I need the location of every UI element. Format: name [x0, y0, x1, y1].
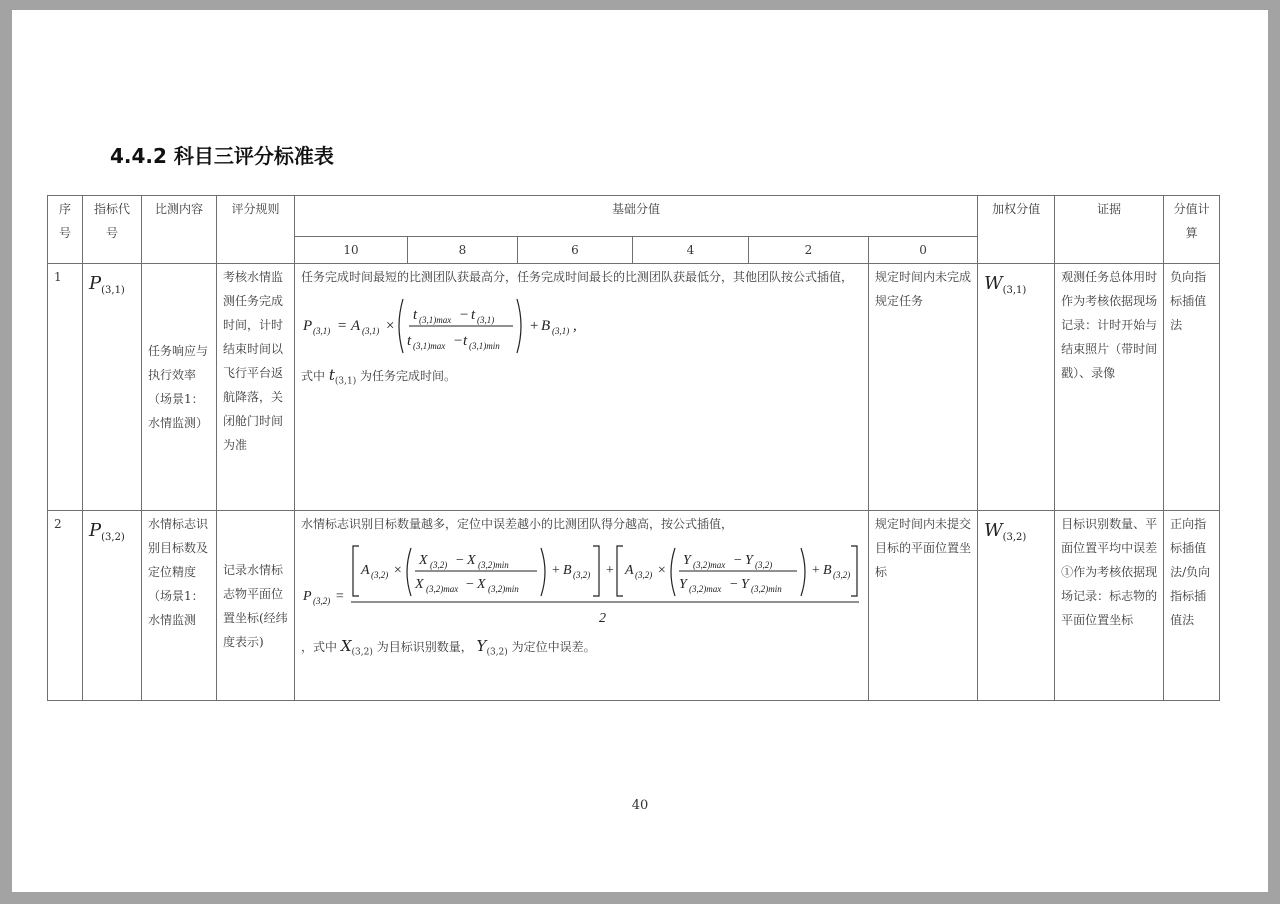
row2-evidence: 目标识别数量、平面位置平均中误差①作为考核依据现场记录：标志物的平面位置坐标	[1055, 511, 1164, 701]
score-4: 4	[633, 237, 749, 264]
svg-text:(3,2)max: (3,2)max	[426, 584, 459, 594]
header-content: 比测内容	[142, 196, 217, 264]
svg-text:(3,1)max: (3,1)max	[413, 341, 446, 351]
svg-text:=: =	[337, 318, 348, 334]
svg-text:(3,2): (3,2)	[313, 596, 331, 606]
svg-text:(3,1): (3,1)	[552, 326, 570, 336]
svg-text:+: +	[811, 563, 821, 578]
svg-text:+: +	[551, 563, 561, 578]
document-page	[12, 10, 1268, 892]
svg-text:A: A	[361, 563, 370, 578]
svg-text:,: ,	[573, 318, 577, 334]
row1-seq: 1	[48, 264, 83, 511]
svg-text:X: X	[477, 577, 486, 592]
header-code: 指标代号	[83, 196, 142, 264]
row1-rule: 考核水情监测任务完成时间，计时结束时间以飞行平台返航降落，关闭舱门时间为准	[217, 264, 295, 511]
svg-text:(3,2)max: (3,2)max	[689, 584, 722, 594]
svg-text:=: =	[335, 589, 345, 604]
svg-text:+: +	[605, 563, 615, 578]
svg-text:−: −	[465, 577, 475, 592]
svg-text:(3,2): (3,2)	[371, 570, 389, 580]
header-row	[48, 196, 1220, 237]
svg-text:(3,1): (3,1)	[313, 326, 331, 336]
page-number: 40	[631, 798, 649, 813]
row2-weight: $W_{(3,2)}$	[978, 511, 1055, 701]
svg-text:(3,2)min: (3,2)min	[478, 560, 509, 570]
svg-text:Y: Y	[683, 553, 691, 568]
row2-seq: 2	[48, 511, 83, 701]
row2-rule: 记录水情标志物平面位置坐标(经纬度表示)	[217, 511, 295, 701]
score-2: 2	[749, 237, 869, 264]
svg-text:(3,1)min: (3,1)min	[469, 341, 500, 351]
svg-text:+: +	[529, 318, 540, 334]
svg-text:t: t	[463, 333, 468, 349]
svg-text:Y: Y	[679, 577, 687, 592]
svg-text:X: X	[419, 553, 428, 568]
svg-text:A: A	[625, 563, 634, 578]
svg-text:−: −	[459, 307, 470, 323]
svg-text:−: −	[733, 553, 743, 568]
row2-content: 水情标志识别目标数及定位精度（场景1：水情监测	[142, 511, 217, 701]
score-0: 0	[869, 237, 978, 264]
row1-content: 任务响应与执行效率（场景1：水情监测）	[142, 264, 217, 511]
svg-text:X: X	[415, 577, 424, 592]
row1-weight: $W_{(3,1)}$	[978, 264, 1055, 511]
svg-text:P: P	[303, 589, 312, 604]
svg-text:A: A	[351, 318, 361, 334]
svg-text:×: ×	[385, 318, 396, 334]
header-weight: 加权分值	[978, 196, 1055, 264]
row1-zero-condition: 规定时间内未完成规定任务	[869, 264, 978, 511]
header-base-score: 基础分值	[295, 196, 978, 237]
svg-text:t: t	[413, 307, 418, 323]
section-title: 4.4.2 科目三评分标准表	[110, 144, 334, 168]
row1-evidence: 观测任务总体用时作为考核依据现场记录：计时开始与结束照片（带时间戳）、录像	[1055, 264, 1164, 511]
svg-text:−: −	[455, 553, 465, 568]
row2-formula-cell	[295, 511, 869, 701]
svg-text:×: ×	[393, 563, 403, 578]
row2-calc: 正向指标插值法/负向指标插值法	[1164, 511, 1220, 701]
svg-text:(3,2): (3,2)	[755, 560, 773, 570]
score-8: 8	[408, 237, 518, 264]
svg-text:−: −	[453, 333, 464, 349]
svg-text:X: X	[467, 553, 476, 568]
svg-text:(3,1): (3,1)	[477, 315, 495, 325]
row1-formula	[301, 295, 862, 357]
row1-description: 任务完成时间最短的比测团队获最高分，任务完成时间最长的比测团队获最低分，其他团队按公式插值，	[301, 270, 854, 284]
svg-text:−: −	[729, 577, 739, 592]
svg-text:B: B	[541, 318, 551, 334]
svg-text:(3,2)max: (3,2)max	[693, 560, 726, 570]
svg-text:t: t	[407, 333, 412, 349]
header-calc: 分值计算	[1164, 196, 1220, 264]
svg-text:Y: Y	[745, 553, 753, 568]
row2-description: 水情标志识别目标数量越多，定位中误差越小的比测团队得分越高，按公式插值，	[301, 517, 734, 531]
svg-text:P: P	[303, 318, 313, 334]
score-6: 6	[518, 237, 633, 264]
svg-text:(3,2)min: (3,2)min	[751, 584, 782, 594]
table-row	[48, 511, 1220, 701]
row1-calc: 负向指标插值法	[1164, 264, 1220, 511]
svg-text:(3,2): (3,2)	[430, 560, 448, 570]
svg-text:×: ×	[657, 563, 667, 578]
svg-text:2: 2	[599, 611, 606, 626]
row2-code: $P_{(3,2)}$	[83, 511, 142, 701]
svg-text:B: B	[563, 563, 572, 578]
svg-text:Y: Y	[741, 577, 749, 592]
scoring-table	[47, 195, 1220, 701]
score-10: 10	[295, 237, 408, 264]
svg-text:(3,1)max: (3,1)max	[419, 315, 452, 325]
header-seq: 序号	[48, 196, 83, 264]
svg-text:B: B	[823, 563, 832, 578]
svg-text:t: t	[471, 307, 476, 323]
svg-text:(3,2)min: (3,2)min	[488, 584, 519, 594]
row1-code: $P_{(3,1)}$	[83, 264, 142, 511]
svg-text:(3,2): (3,2)	[573, 570, 591, 580]
header-rule: 评分规则	[217, 196, 295, 264]
row1-formula-cell	[295, 264, 869, 511]
svg-text:(3,2): (3,2)	[833, 570, 851, 580]
row2-note: ，式中 $X_{(3,2)}$ 为目标识别数量， $Y_{(3,2)}$ 为定位中误差。	[301, 637, 596, 658]
svg-text:(3,1): (3,1)	[362, 326, 380, 336]
row1-note: 式中 $t_{(3,1)}$ 为任务完成时间。	[301, 366, 457, 387]
header-evidence: 证据	[1055, 196, 1164, 264]
row2-formula	[301, 542, 862, 628]
svg-text:(3,2): (3,2)	[635, 570, 653, 580]
row2-zero-condition: 规定时间内未提交目标的平面位置坐标	[869, 511, 978, 701]
table-row	[48, 264, 1220, 511]
